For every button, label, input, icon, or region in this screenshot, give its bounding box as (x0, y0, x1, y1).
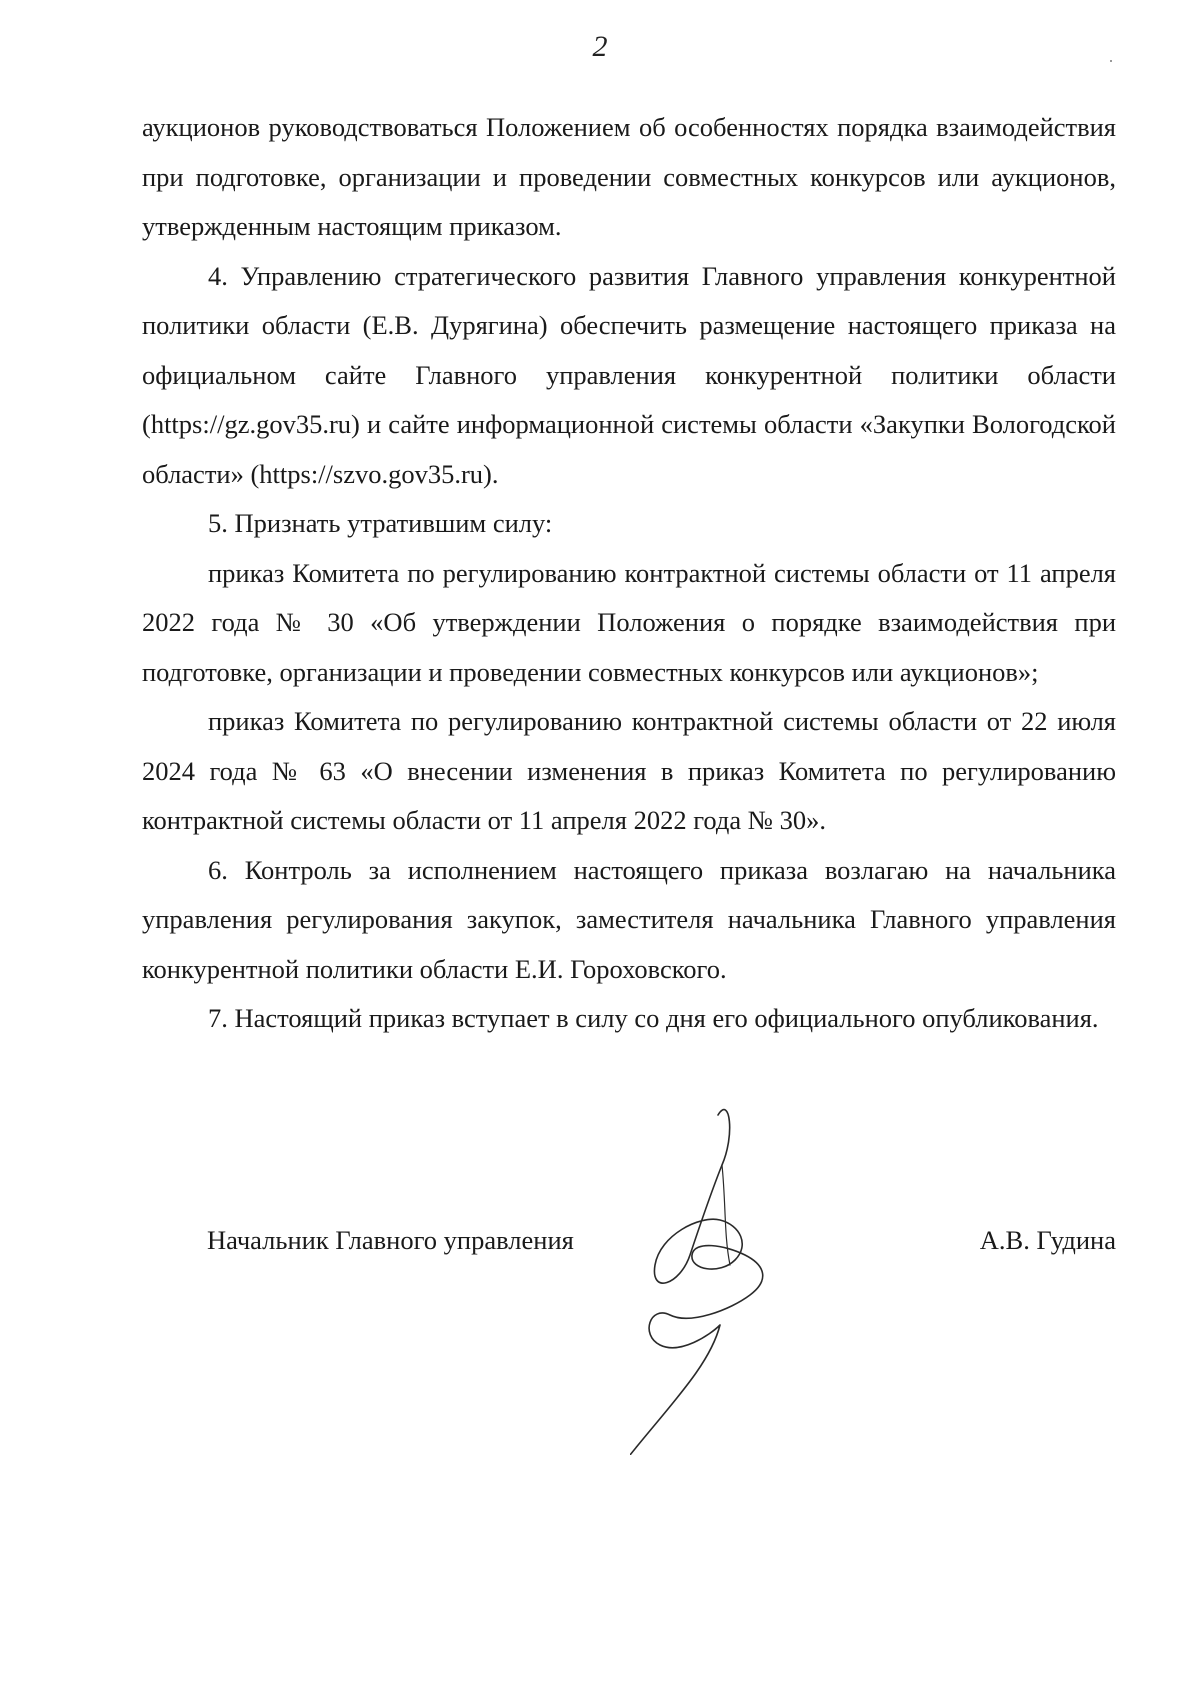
signatory-name: А.В. Гудина (979, 1225, 1116, 1255)
paragraph-repealed-order-2: приказ Комитета по регулированию контрактной системы области от 22 июля 2024 года № 63 «О внесении изменения в приказ Комитета по регулированию контрактной системы области от 11 апреля 2022 года № 30». (142, 706, 1116, 835)
paragraph-item-6: 6. Контроль за исполнением настоящего приказа возлагаю на начальника управления регулирования закупок, заместителя начальника Главного управления конкурентной политики области Е.И. Гороховского. (142, 854, 1116, 984)
document-body (142, 103, 1116, 1044)
handwritten-signature (630, 1095, 800, 1455)
paragraph-repealed-order-1: приказ Комитета по регулированию контрактной системы области от 11 апреля 2022 года № 30 «Об утверждении Положения о порядке взаимодействия при подготовке, организации и проведении совместных конкурсов или аукционов»; (142, 557, 1116, 687)
page-number: 2 (592, 30, 608, 63)
paragraph-item-4: 4. Управлению стратегического развития Главного управления конкурентной политики области (Е.В. Дурягина) обеспечить размещение настоящего приказа на официальном сайте Главного управления конкурентной политики области (https://gz.gov35.ru) и сайте информационной системы области «Закупки Вологодской области» (https://szvo.gov35.ru). (142, 260, 1116, 489)
signatory-title: Начальник Главного управления (207, 1225, 574, 1255)
paragraph-item-5: 5. Признать утратившим силу: (208, 508, 553, 538)
scan-artifact (1110, 60, 1112, 62)
paragraph-continuation: аукционов руководствоваться Положением об особенностях порядка взаимодействия при подготовке, организации и проведении совместных конкурсов или аукционов, утвержденным настоящим приказом. (142, 112, 1116, 241)
paragraph-item-7: 7. Настоящий приказ вступает в силу со дня его официального опубликования. (208, 1003, 1099, 1033)
